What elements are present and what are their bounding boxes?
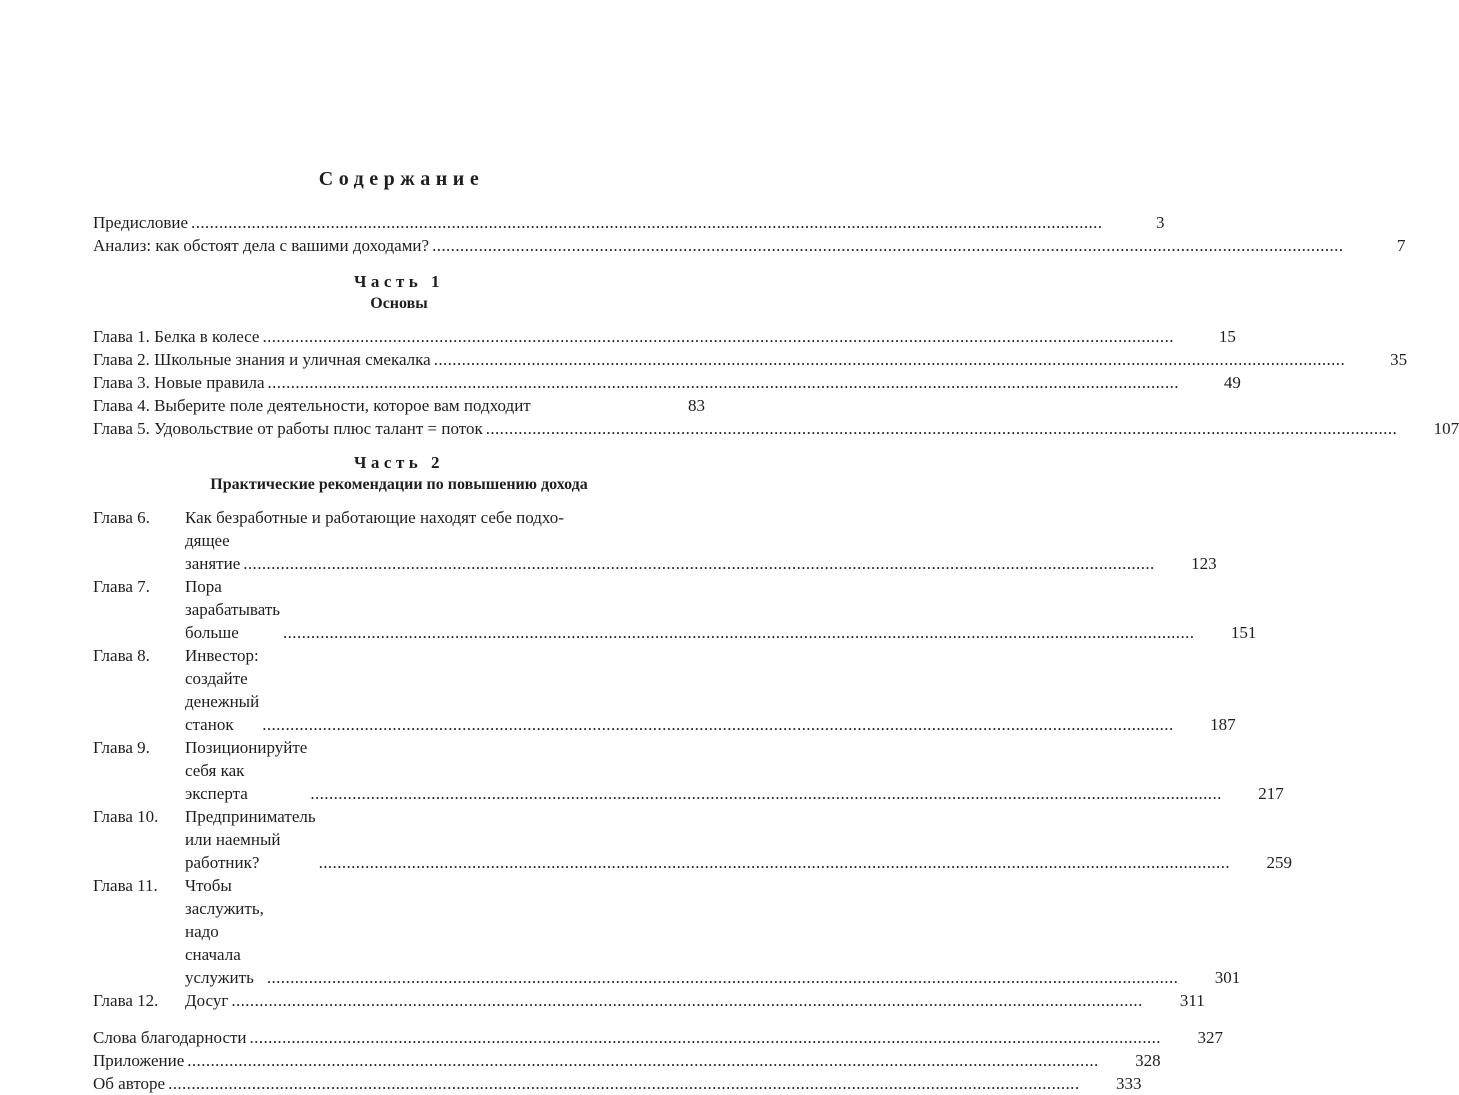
chapter-number: Глава 11.	[93, 876, 158, 895]
table-of-contents	[93, 168, 1459, 1095]
chapter-number: Глава 9.	[93, 738, 150, 757]
chapter-title: Позиционируйте себя как эксперта	[185, 738, 308, 803]
entry-label: Глава 3. Новые правила	[93, 373, 265, 392]
chapter-number: Глава 12.	[93, 991, 159, 1010]
page-number: 259	[1266, 853, 1293, 872]
toc-entry-chapter-7[interactable]	[93, 575, 1257, 644]
entry-label: Анализ: как обстоят дела с вашими доходами?	[93, 236, 430, 255]
dot-leader	[486, 417, 1397, 440]
chapter-body	[185, 874, 1240, 989]
chapter-number: Глава 8.	[93, 646, 150, 665]
chapter-body	[185, 989, 1205, 1012]
toc-entry-acknowledgements[interactable]	[93, 1026, 1223, 1049]
toc-entry-chapter-8[interactable]	[93, 644, 1236, 736]
entry-label: Глава 1. Белка в колесе	[93, 327, 260, 346]
chapter-title: дящее занятие	[185, 531, 241, 573]
chapter-number: Глава 7.	[93, 577, 150, 596]
chapter-number: Глава 10.	[93, 807, 159, 826]
toc-entry-chapter-12[interactable]	[93, 989, 1205, 1012]
entry-label: Глава 2. Школьные знания и уличная смекалка	[93, 350, 431, 369]
toc-entry-preface[interactable]	[93, 211, 1165, 234]
chapter-number: Глава 6.	[93, 508, 150, 527]
entry-label: Глава 5. Удовольствие от работы плюс талант = поток	[93, 419, 483, 438]
chapter-title: Чтобы заслужить, надо сначала услужить	[185, 876, 264, 987]
page-number: 328	[1135, 1051, 1161, 1070]
toc-title: Содержание	[318, 168, 485, 190]
dot-leader	[262, 325, 1173, 348]
dot-leader	[243, 552, 1154, 575]
entry-label: Слова благодарности	[93, 1028, 247, 1047]
toc-entry-chapter-4[interactable]	[93, 394, 705, 417]
entry-label: Приложение	[93, 1051, 185, 1070]
page-number: 311	[1179, 991, 1205, 1010]
page-number: 123	[1191, 554, 1217, 573]
chapter-title: Инвестор: создайте денежный станок	[185, 646, 260, 734]
toc-entry-about-author[interactable]	[93, 1072, 1142, 1095]
toc-entry-appendix[interactable]	[93, 1049, 1161, 1072]
entry-label: Глава 4. Выберите поле деятельности, которое вам подходит	[93, 396, 531, 415]
page-number: 301	[1214, 968, 1241, 987]
chapter-title-line: Как безработные и работающие находят себе подхо-	[185, 508, 564, 527]
dot-leader	[168, 1072, 1079, 1095]
chapter-body	[185, 805, 1292, 874]
chapter-title: Досуг	[185, 991, 229, 1010]
toc-entry-chapter-1[interactable]	[93, 325, 1236, 348]
dot-leader	[262, 713, 1173, 736]
dot-leader	[432, 234, 1343, 257]
dot-leader	[191, 211, 1102, 234]
part1-subtitle: Основы	[370, 295, 428, 312]
entry-label: Об авторе	[93, 1074, 166, 1093]
chapter-body	[185, 506, 1217, 575]
page-number: 151	[1230, 623, 1257, 642]
dot-leader	[268, 371, 1179, 394]
chapter-title: Пора зарабатывать больше	[185, 577, 281, 642]
part1-heading: Часть 1	[353, 272, 445, 291]
page-number: 7	[1396, 236, 1406, 255]
chapter-title: Предприниматель или наемный работник?	[185, 807, 316, 872]
page-number: 3	[1155, 213, 1165, 232]
dot-leader	[283, 621, 1194, 644]
toc-entry-chapter-3[interactable]	[93, 371, 1241, 394]
dot-leader	[231, 989, 1142, 1012]
page-number: 49	[1223, 373, 1241, 392]
part2-chapter-list	[93, 506, 1293, 1012]
front-matter-list	[93, 211, 1406, 257]
entry-label: Предисловие	[93, 213, 189, 232]
page-number: 187	[1210, 715, 1236, 734]
page-number: 83	[688, 396, 705, 415]
toc-entry-chapter-5[interactable]	[93, 417, 1459, 440]
part2-heading: Часть 2	[353, 453, 445, 472]
toc-entry-chapter-11[interactable]	[93, 874, 1241, 989]
chapter-title-line	[185, 529, 1217, 575]
page-number: 333	[1115, 1074, 1142, 1093]
part1-chapter-list	[93, 325, 1459, 440]
page-number: 217	[1258, 784, 1284, 803]
toc-entry-chapter-6[interactable]	[93, 506, 1217, 575]
page-number: 107	[1433, 419, 1459, 438]
toc-entry-chapter-9[interactable]	[93, 736, 1284, 805]
page-number: 15	[1218, 327, 1236, 346]
toc-entry-chapter-2[interactable]	[93, 348, 1408, 371]
toc-entry-analysis[interactable]	[93, 234, 1406, 257]
chapter-body	[185, 736, 1284, 805]
dot-leader	[434, 348, 1345, 371]
dot-leader	[310, 782, 1221, 805]
page-number: 35	[1390, 350, 1408, 369]
dot-leader	[319, 851, 1230, 874]
dot-leader	[250, 1026, 1161, 1049]
chapter-body	[185, 644, 1236, 736]
page-number: 327	[1197, 1028, 1223, 1047]
chapter-body	[185, 575, 1256, 644]
dot-leader	[267, 966, 1178, 989]
part2-subtitle: Практические рекомендации по повышению дохода	[210, 476, 588, 493]
back-matter-list	[93, 1026, 1223, 1095]
toc-entry-chapter-10[interactable]	[93, 805, 1293, 874]
dot-leader	[187, 1049, 1098, 1072]
